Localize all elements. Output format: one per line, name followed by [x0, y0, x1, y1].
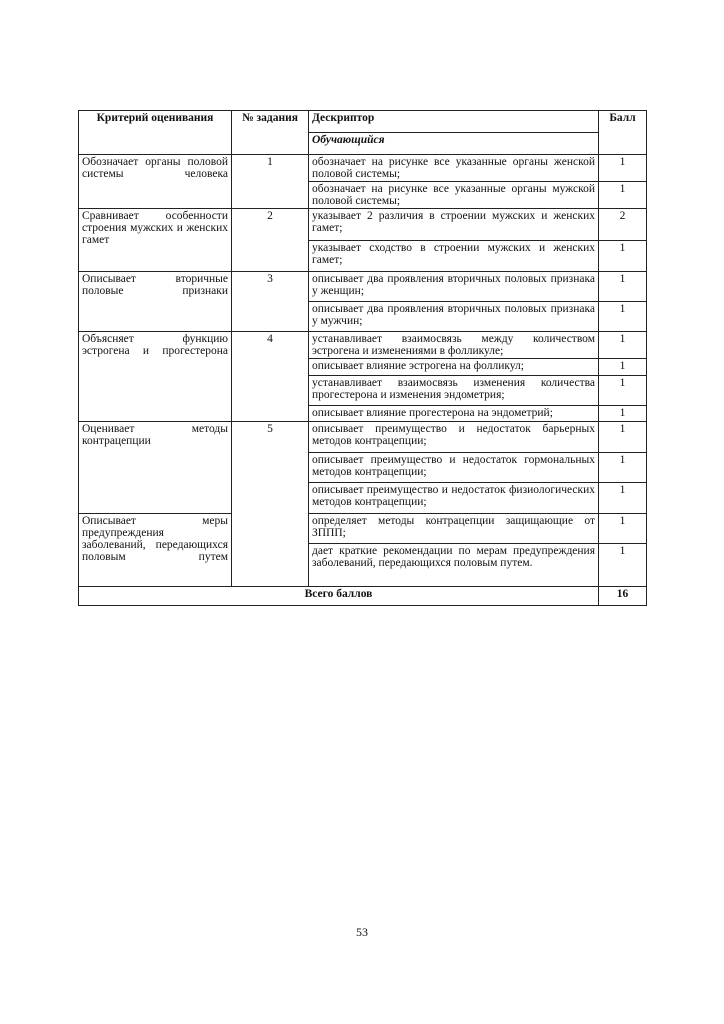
- criterion-cell: Описывает вторичные половые признаки: [79, 272, 232, 332]
- score-cell: 1: [599, 302, 647, 332]
- page-number: 53: [356, 925, 368, 939]
- score-cell: 1: [599, 182, 647, 209]
- header-descriptor: Дескриптор: [309, 111, 599, 133]
- score-cell: 1: [599, 241, 647, 272]
- task-number: 5: [232, 422, 309, 587]
- descriptor-cell: устанавливает взаимосвязь между количеством эстрогена и изменениями в фолликуле;: [309, 332, 599, 359]
- score-cell: 1: [599, 514, 647, 544]
- table-row: [79, 422, 647, 453]
- score-cell: 2: [599, 209, 647, 241]
- descriptor-cell: указывает сходство в строении мужских и женских гамет;: [309, 241, 599, 272]
- task-number: 4: [232, 332, 309, 422]
- header-row: [79, 111, 647, 133]
- score-cell: 1: [599, 376, 647, 406]
- table-row: [79, 272, 647, 302]
- criterion-cell: Обозначает органы половой системы человека: [79, 155, 232, 209]
- score-cell: 1: [599, 155, 647, 182]
- descriptor-cell: описывает влияние эстрогена на фолликул;: [309, 359, 599, 376]
- header-score: Балл: [599, 111, 647, 155]
- task-number: 3: [232, 272, 309, 332]
- descriptor-cell: описывает преимущество и недостаток гормональных методов контрацепции;: [309, 453, 599, 483]
- task-number: 2: [232, 209, 309, 272]
- score-cell: 1: [599, 483, 647, 514]
- table-row: [79, 332, 647, 359]
- score-cell: 1: [599, 422, 647, 453]
- table-row: [79, 209, 647, 241]
- descriptor-cell: описывает преимущество и недостаток барьерных методов контрацепции;: [309, 422, 599, 453]
- header-task-number: № задания: [232, 111, 309, 155]
- score-cell: 1: [599, 406, 647, 422]
- header-descriptor-sub: Обучающийся: [309, 133, 599, 155]
- descriptor-cell: описывает влияние прогестерона на эндометрий;: [309, 406, 599, 422]
- descriptor-cell: определяет методы контрацепции защищающие от ЗППП;: [309, 514, 599, 544]
- criterion-cell: Сравнивает особенности строения мужских и женских гамет: [79, 209, 232, 272]
- score-cell: 1: [599, 453, 647, 483]
- descriptor-cell: обозначает на рисунке все указанные органы женской половой системы;: [309, 155, 599, 182]
- assessment-table: [78, 110, 647, 606]
- total-label: Всего баллов: [79, 587, 599, 606]
- descriptor-cell: описывает два проявления вторичных половых признака у женщин;: [309, 272, 599, 302]
- total-value: 16: [599, 587, 647, 606]
- score-cell: 1: [599, 359, 647, 376]
- score-cell: 1: [599, 332, 647, 359]
- table-row: [79, 514, 647, 544]
- descriptor-cell: описывает преимущество и недостаток физиологических методов контрацепции;: [309, 483, 599, 514]
- descriptor-cell: описывает два проявления вторичных половых признака у мужчин;: [309, 302, 599, 332]
- criterion-cell: Объясняет функцию эстрогена и прогестерона: [79, 332, 232, 422]
- table-row: [79, 155, 647, 182]
- score-cell: 1: [599, 544, 647, 587]
- descriptor-cell: дает краткие рекомендации по мерам предупреждения заболеваний, передающихся половым путем.: [309, 544, 599, 587]
- criterion-cell: Описывает меры предупреждения заболеваний, передающихся половым путем: [79, 514, 232, 587]
- header-criterion: Критерий оценивания: [79, 111, 232, 155]
- total-row: [79, 587, 647, 606]
- descriptor-cell: указывает 2 различия в строении мужских и женских гамет;: [309, 209, 599, 241]
- score-cell: 1: [599, 272, 647, 302]
- descriptor-cell: устанавливает взаимосвязь изменения количества прогестерона и изменения эндометрия;: [309, 376, 599, 406]
- task-number: 1: [232, 155, 309, 209]
- criterion-cell: Оценивает методы контрацепции: [79, 422, 232, 514]
- descriptor-cell: обозначает на рисунке все указанные органы мужской половой системы;: [309, 182, 599, 209]
